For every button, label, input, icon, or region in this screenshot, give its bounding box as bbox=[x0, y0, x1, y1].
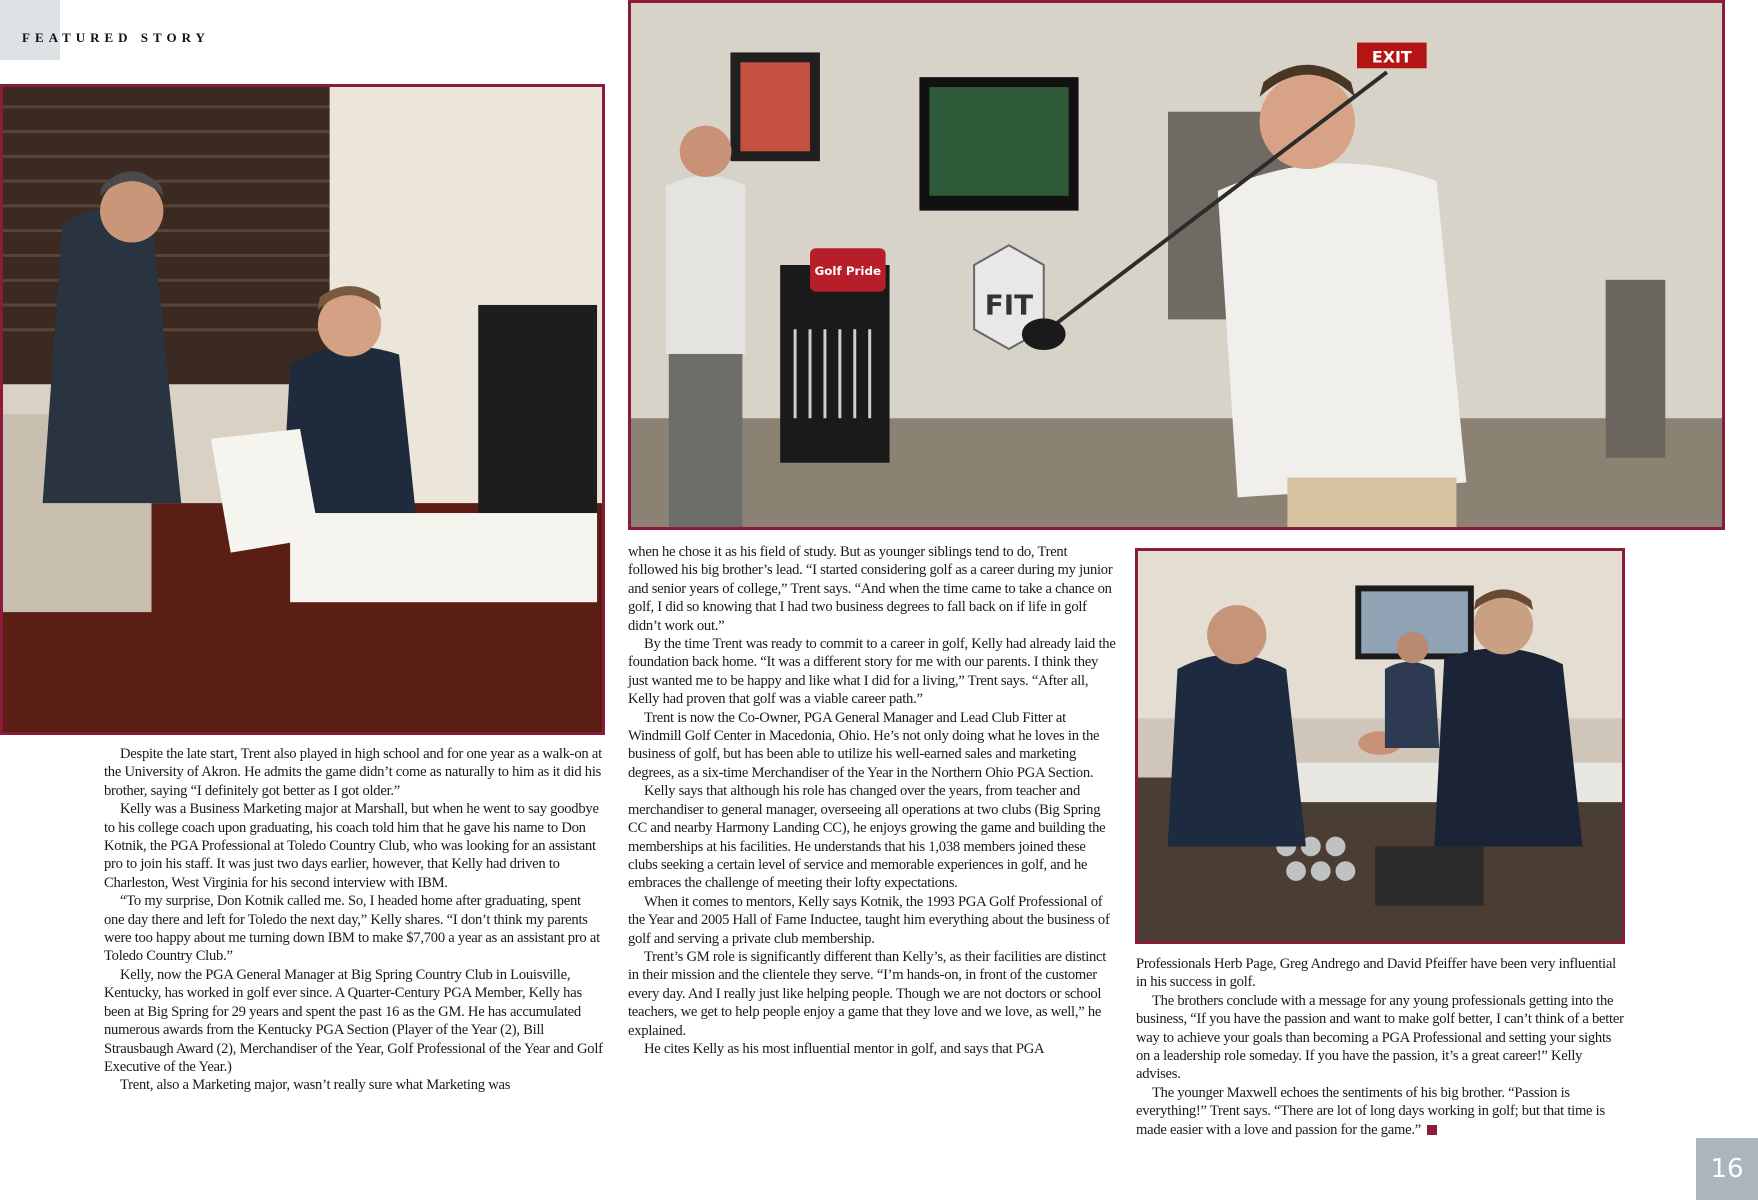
paragraph: Professionals Herb Page, Greg Andrego and David Pfeiffer have been very influential in his success in golf. bbox=[1136, 956, 1616, 991]
text-column-2 bbox=[628, 543, 1118, 1058]
paragraph: when he chose it as his field of study. But as younger siblings tend to do, Trent followed his big brother’s lead. “I started considering golf as a career during my junior and senior years of college,” Trent says. “And when the time came to take a chance on golf, I did so knowing that I had two business degrees to fall back on if life in golf didn’t work out.” bbox=[628, 544, 1113, 634]
paragraph-text: The younger Maxwell echoes the sentiments of his big brother. “Passion is everything!” Trent says. “There are lot of long days working in golf; but that time is made easier with a love and passion for the game.” bbox=[1136, 1084, 1605, 1138]
text-column-1 bbox=[104, 745, 604, 1095]
paragraph: By the time Trent was ready to commit to a career in golf, Kelly had already laid the foundation back home. “It was a different story for me with our parents. I think they just wanted me to be happy and like what I did for a living,” Trent says. “After all, Kelly had proven that golf was a viable career path.” bbox=[628, 636, 1116, 708]
golf-swing-photo bbox=[628, 0, 1725, 530]
paragraph: Despite the late start, Trent also played in high school and for one year as a walk-on at the University of Akron. He admits the game didn’t come as naturally to him as it did his brother, saying “I definitely got better as I got older.” bbox=[104, 746, 602, 799]
office-photo-icon bbox=[3, 87, 602, 732]
paragraph: He cites Kelly as his most influential mentor in golf, and says that PGA bbox=[644, 1040, 1045, 1057]
handshake-photo bbox=[1135, 548, 1625, 944]
office-photo bbox=[0, 84, 605, 735]
text-column-3 bbox=[1136, 955, 1626, 1139]
paragraph: “To my surprise, Don Kotnik called me. So, I headed home after graduating, spent one day there and left for Toledo the next day,” Kelly shares. “I don’t think my parents were too happy about me turning down IBM to make $7,700 a year as an assistant pro at Toledo Country Club.” bbox=[104, 893, 600, 965]
page-number: 16 bbox=[1696, 1138, 1758, 1200]
paragraph: When it comes to mentors, Kelly says Kotnik, the 1993 PGA Golf Professional of the Year and 2005 Hall of Fame Inductee, taught him everything about the business of golf and serving a private club membership. bbox=[628, 893, 1110, 947]
paragraph: Kelly says that although his role has changed over the years, from teacher and merchandiser to general manager, overseeing all operations at two clubs (Big Spring CC and nearby Harmony Landing CC), he enjoys growing the game and building the memberships at his facilities. He understands that his 1,038 members joined these clubs seeking a certain level of service and memorable experiences in golf, and he embraces the challenge of meeting their lofty expectations. bbox=[628, 783, 1106, 892]
paragraph: Trent’s GM role is significantly different than Kelly’s, as their facilities are distinct in their mission and the clientele they serve. “I’m hands-on, in front of the customer every day. And I really just like helping people. Though we are not doctors or school teachers, we get to help people enjoy a game that they love and we love, as well,” he explained. bbox=[628, 948, 1107, 1039]
fit-sign: FIT bbox=[984, 288, 1034, 322]
section-label: FEATURED STORY bbox=[22, 30, 210, 45]
handshake-photo-icon bbox=[1138, 551, 1622, 941]
paragraph: Trent is now the Co-Owner, PGA General Manager and Lead Club Fitter at Windmill Golf Center in Macedonia, Ohio. He’s not only doing what he loves in the business of golf, but has been able to utilize his well-earned sales and marketing degrees, as a six-time Merchandiser of the Year in the Northern Ohio PGA Section. bbox=[628, 709, 1100, 781]
paragraph-final bbox=[1136, 1084, 1626, 1139]
end-mark bbox=[1427, 1125, 1437, 1135]
paragraph: Trent, also a Marketing major, wasn’t really sure what Marketing was bbox=[120, 1077, 511, 1094]
golf-pride-sign: Golf Pride bbox=[814, 263, 882, 278]
paragraph: Kelly was a Business Marketing major at Marshall, but when he went to say goodbye to his college coach upon graduating, his coach told him that he gave his name to Don Kotnik, the PGA Professional at Toledo Country Club, who was looking for an assistant pro to join his staff. It was just two days earlier, however, that Kelly had driven to Charleston, West Virginia for his second interview with IBM. bbox=[104, 801, 599, 891]
exit-sign: EXIT bbox=[1371, 47, 1412, 67]
paragraph: The brothers conclude with a message for any young professionals getting into the business, “If you have the passion and want to make golf better, I can’t think of a better way to achieve your goals than becoming a PGA Professional and setting your sights on a leadership role someday. If you have the passion, it’s a great career!” Kelly advises. bbox=[1136, 992, 1624, 1083]
paragraph: Kelly, now the PGA General Manager at Big Spring Country Club in Louisville, Kentucky, has worked in golf ever since. A Quarter-Century PGA Member, Kelly has been at Big Spring for 29 years and spent the past 16 as the GM. He has accumulated numerous awards from the Kentucky PGA Section (Player of the Year (2), Bill Strausbaugh Award (2), Merchandiser of the Year, Golf Professional of the Year and Golf Executive of the Year.) bbox=[104, 966, 603, 1075]
golf-swing-photo-icon bbox=[631, 3, 1722, 527]
